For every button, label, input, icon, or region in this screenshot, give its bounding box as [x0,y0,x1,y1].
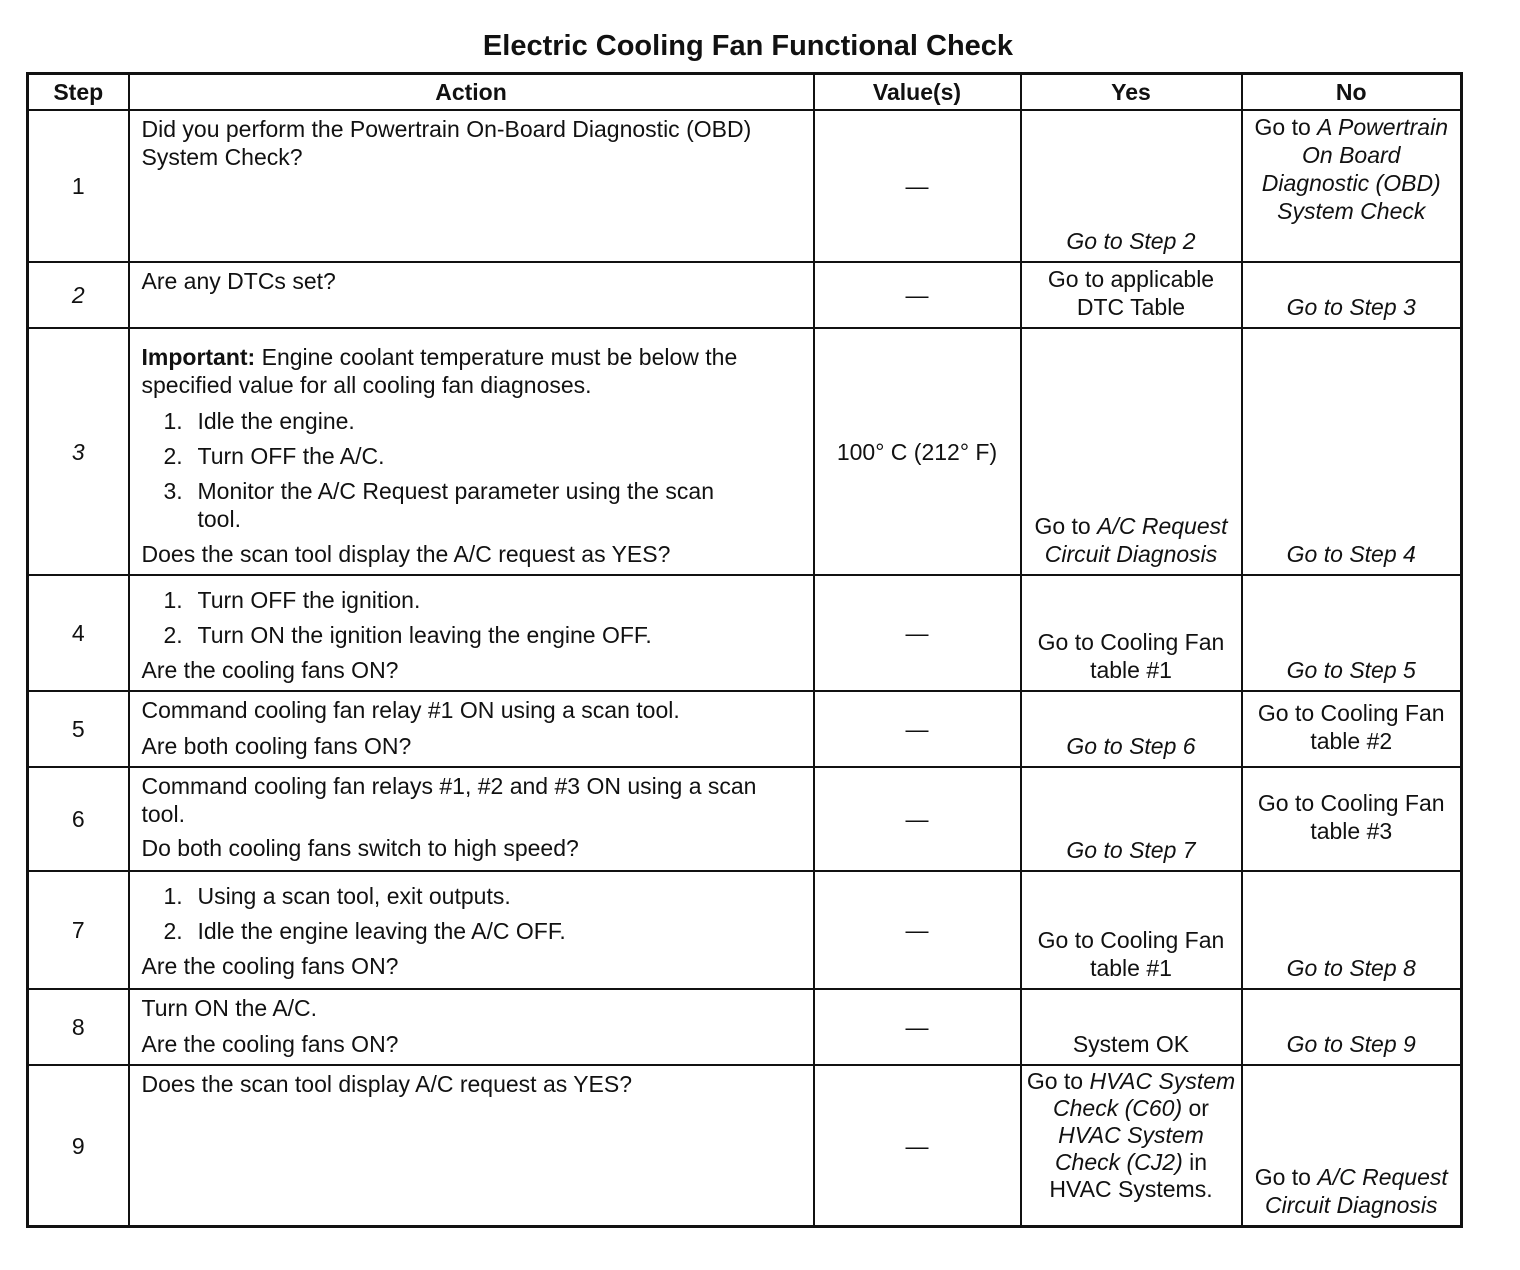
table-row [28,691,1462,767]
value-cell: — [814,871,1021,989]
action-cell [129,328,814,575]
action-question: Does the scan tool display A/C request as YES? [141,1071,633,1097]
action-question: Does the scan tool display the A/C request as YES? [141,541,671,567]
table-row [28,575,1462,691]
action-cell [129,767,814,871]
step-number: 8 [28,989,129,1065]
yes-cell: Go to Step 6 [1021,691,1242,767]
action-lead: Command cooling fan relays #1, #2 and #3 ON using a scan tool. [141,773,757,827]
action-substep: 3. Monitor the A/C Request parameter using the scan tool. [163,478,715,532]
action-cell [129,989,814,1065]
action-lead: Turn ON the A/C. [141,995,318,1021]
header-action: Action [129,74,814,111]
action-cell [129,691,814,767]
value-cell: — [814,767,1021,871]
action-question: Are both cooling fans ON? [141,733,412,759]
important-label: Important: [141,344,256,370]
no-cell: Go to Step 3 [1242,262,1462,328]
step-number: 3 [28,328,129,575]
yes-cell: Go to Step 7 [1021,767,1242,871]
action-lead: Command cooling fan relay #1 ON using a scan tool. [141,697,680,723]
no-prefix: Go to [1254,1164,1318,1190]
no-link: A/C Request Circuit Diagnosis [1264,1164,1448,1218]
action-substep: 2. Idle the engine leaving the A/C OFF. [163,918,566,944]
no-cell: Go to Cooling Fan table #2 [1242,691,1462,767]
table-row [28,1065,1462,1227]
action-substep: 2. Turn OFF the A/C. [163,443,385,469]
value-cell: — [814,110,1021,262]
no-cell [1242,110,1462,262]
action-substep: 1. Turn OFF the ignition. [163,587,421,613]
action-cell [129,871,814,989]
yes-cell: System OK [1021,989,1242,1065]
yes-cell [1021,328,1242,575]
step-number: 9 [28,1065,129,1227]
important-note [142,343,801,399]
action-cell [129,1065,814,1227]
action-question: Do both cooling fans switch to high speed? [141,835,579,861]
header-step: Step [28,74,129,111]
yes-prefix: Go to [1034,513,1098,539]
step-number: 2 [28,262,129,328]
action-cell [129,575,814,691]
no-prefix: Go to [1254,114,1318,140]
step-number: 1 [28,110,129,262]
diagnostic-table [26,72,1463,1228]
step-number: 7 [28,871,129,989]
action-question: Are any DTCs set? [141,268,336,294]
table-row [28,262,1462,328]
step-number: 5 [28,691,129,767]
step-number: 6 [28,767,129,871]
yes-cell: Go to Step 2 [1021,110,1242,262]
yes-cell: Go to Cooling Fan table #1 [1021,871,1242,989]
table-row [28,989,1462,1065]
yes-link: A/C Request Circuit Diagnosis [1044,513,1228,567]
action-substep: 1. Using a scan tool, exit outputs. [163,883,511,909]
value-cell: — [814,575,1021,691]
action-question: Are the cooling fans ON? [141,657,399,683]
step-number: 4 [28,575,129,691]
table-row [28,110,1462,262]
no-link: A Powertrain On Board Diagnostic (OBD) System Check [1261,114,1448,224]
yes-link: HVAC System Check (C60) [1053,1068,1236,1121]
no-cell: Go to Step 9 [1242,989,1462,1065]
no-cell: Go to Cooling Fan table #3 [1242,767,1462,871]
action-substep: 2. Turn ON the ignition leaving the engine OFF. [163,622,652,648]
value-cell: — [814,1065,1021,1227]
table-row [28,328,1462,575]
no-cell: Go to Step 4 [1242,328,1462,575]
header-values: Value(s) [814,74,1021,111]
value-cell: 100° C (212° F) [814,328,1021,575]
table-row [28,871,1462,989]
important-text: Engine coolant temperature must be below the specified value for all cooling fan diagnoses. [141,344,738,398]
header-yes: Yes [1021,74,1242,111]
action-question: Are the cooling fans ON? [141,953,399,979]
value-cell: — [814,262,1021,328]
table-row [28,767,1462,871]
action-cell [129,110,814,262]
action-question: Did you perform the Powertrain On-Board Diagnostic (OBD) System Check? [141,116,752,170]
yes-link: HVAC System Check (CJ2) [1054,1122,1204,1175]
yes-cell: Go to Cooling Fan table #1 [1021,575,1242,691]
page-title: Electric Cooling Fan Functional Check [482,30,1014,62]
value-cell: — [814,989,1021,1065]
action-substep: 1. Idle the engine. [163,408,355,434]
header-no: No [1242,74,1462,111]
yes-cell: Go to applicable DTC Table [1021,262,1242,328]
no-cell: Go to Step 5 [1242,575,1462,691]
no-cell: Go to Step 8 [1242,871,1462,989]
yes-cell: Go to HVAC System Check (C60) or HVAC System Check (CJ2) in HVAC Systems. [1021,1065,1242,1227]
action-question: Are the cooling fans ON? [141,1031,399,1057]
header-row [28,74,1462,111]
no-cell [1242,1065,1462,1227]
action-cell [129,262,814,328]
value-cell: — [814,691,1021,767]
